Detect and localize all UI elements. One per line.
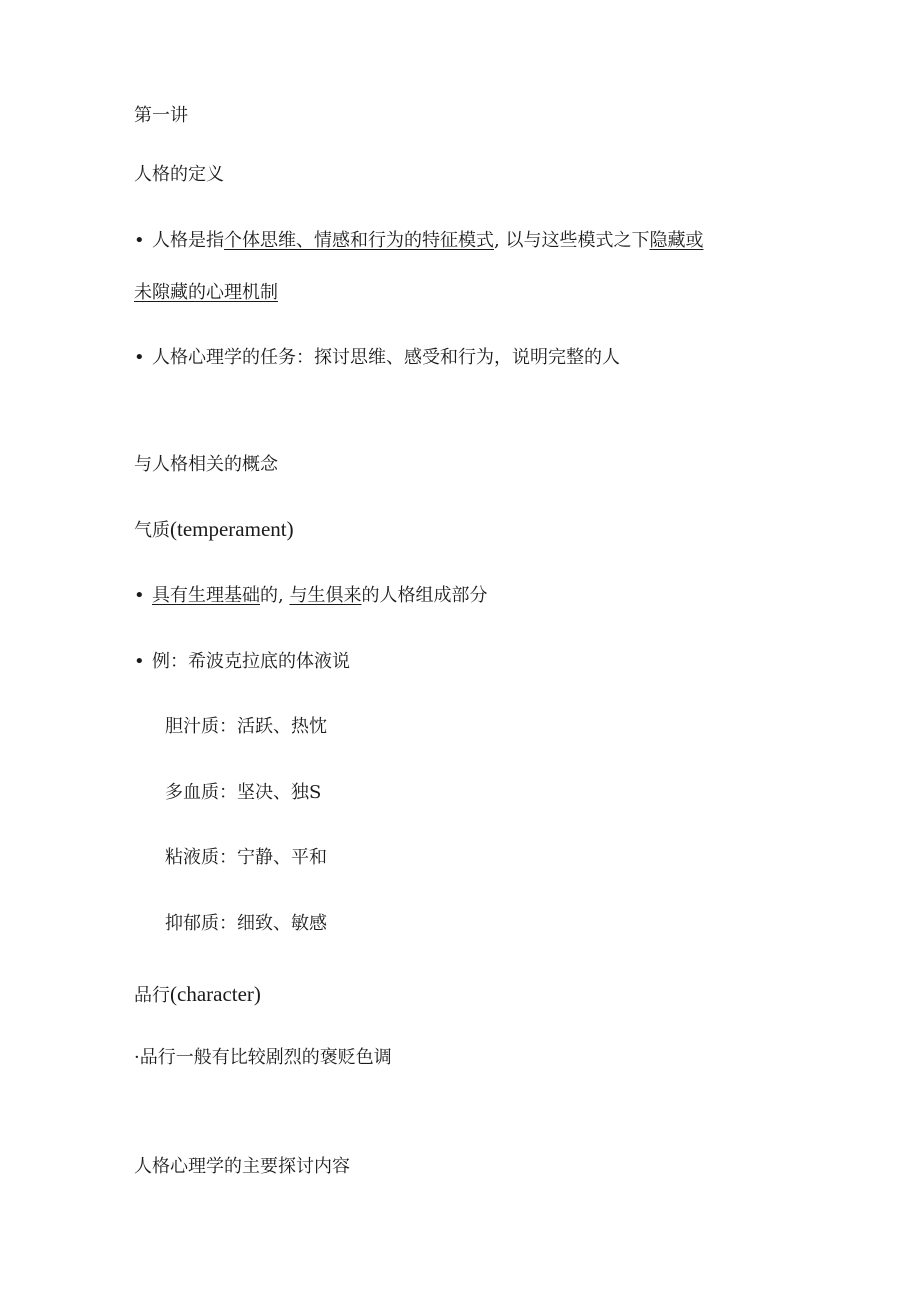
underlined-phrase: 个体思维、情感和行为的特征模式 [224, 230, 494, 251]
related-concepts-heading: 与人格相关的概念 [134, 454, 278, 475]
underlined-phrase: 具有生理基础 [152, 585, 260, 606]
underlined-phrase: 与生俱来 [289, 585, 362, 606]
temperament-title-cn: 气质 [134, 520, 170, 541]
bullet-marker: • [134, 651, 145, 672]
temperament-bullet-1 [134, 584, 487, 608]
temperament-type-sanguine: 多血质：坚决、独S [165, 782, 322, 803]
definition-heading: 人格的定义 [134, 164, 224, 185]
character-bullet: ·品行一般有比较剧烈的褒贬色调 [134, 1047, 392, 1068]
content-heading: 人格心理学的主要探讨内容 [134, 1156, 350, 1177]
bullet-text: 人格心理学的任务：探讨思维、感受和行为，说明完整的人 [152, 347, 620, 368]
bullet-marker: • [134, 347, 145, 368]
bullet-text-part: 的, [260, 585, 290, 606]
temperament-type-melancholic: 抑郁质：细致、敏感 [165, 913, 327, 934]
character-title-cn: 品行 [134, 985, 170, 1006]
temperament-type-choleric: 胆汁质：活跃、热忱 [165, 716, 327, 737]
temperament-bullet-2 [134, 650, 350, 674]
temperament-type-phlegmatic: 粘液质：宁静、平和 [165, 847, 327, 868]
character-title-en: (character) [170, 982, 261, 1006]
bullet-text: 例：希波克拉底的体液说 [152, 651, 350, 672]
bullet-marker: • [134, 585, 145, 606]
definition-text-part: , 以与这些模式之下 [494, 230, 650, 251]
definition-bullet-1-continued [134, 281, 278, 305]
temperament-title [134, 515, 294, 545]
bullet-text-part: 的人格组成部分 [361, 585, 488, 606]
bullet-marker: • [134, 230, 145, 251]
character-title [134, 980, 261, 1010]
temperament-title-en: (temperament) [170, 517, 294, 541]
definition-bullet-2 [134, 346, 620, 370]
lecture-title: 第一讲 [134, 105, 188, 126]
definition-bullet-1 [134, 229, 703, 253]
definition-text-part: 人格是指 [152, 230, 224, 251]
underlined-phrase: 未隙藏的心理机制 [134, 282, 278, 303]
underlined-phrase: 隐藏或 [649, 230, 704, 251]
